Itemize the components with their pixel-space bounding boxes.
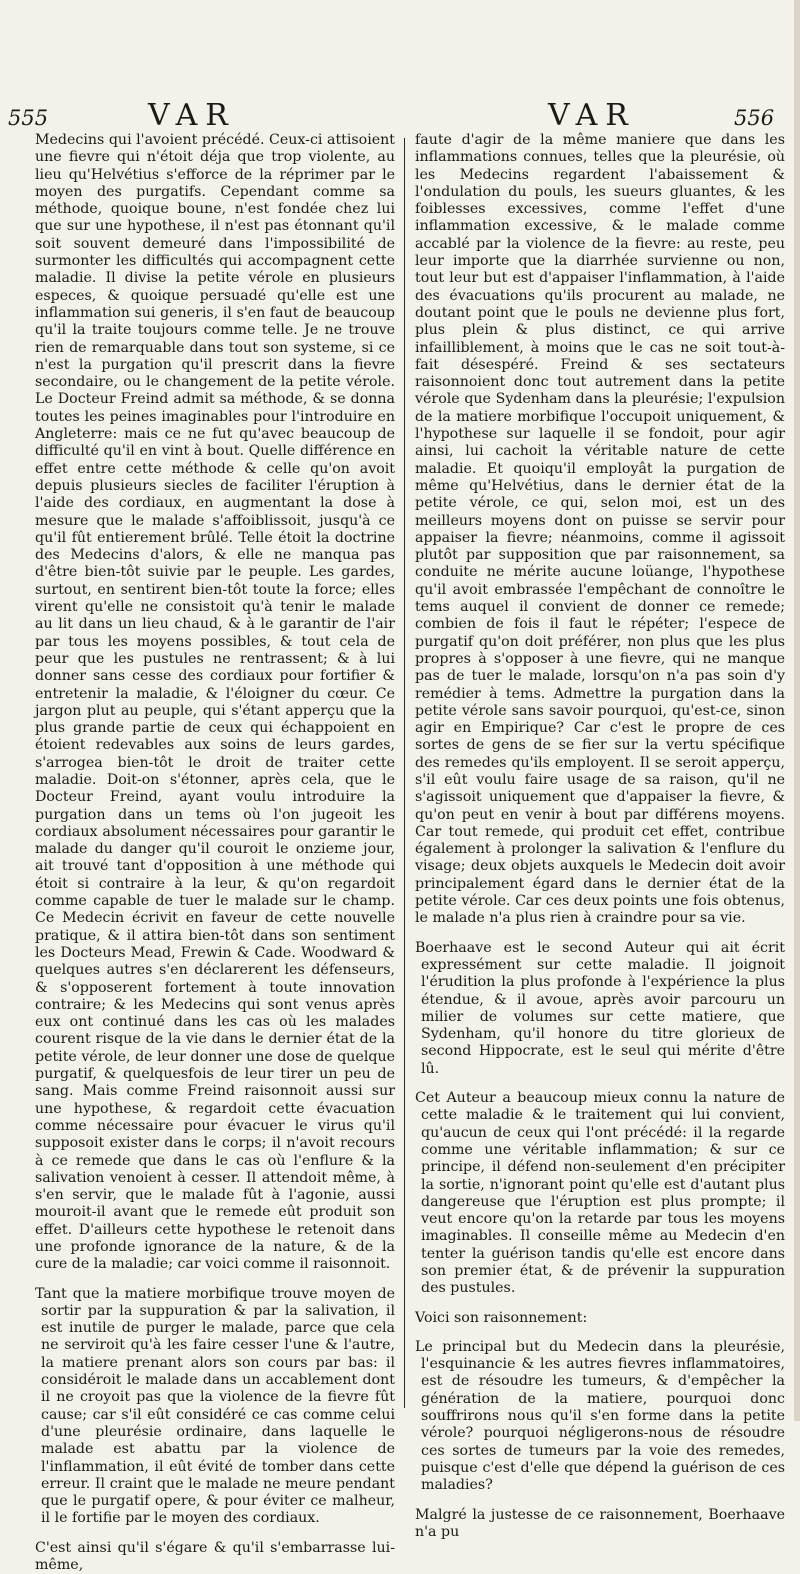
right-running-head: VAR: [548, 98, 636, 133]
left-running-head: VAR: [148, 98, 236, 133]
paragraph: Voici son raisonnement:: [415, 1309, 588, 1326]
paragraph: Malgré la justesse de ce raisonnement, Boerhaave n'a pu: [415, 1506, 785, 1540]
paragraph: Boerhaave est le second Auteur qui ait écrit expressément sur cette maladie. Il joignoit l'érudition la plus profonde à l'expérience la plus étendue, & il avoue, après avoir parcouru un milier de volumes sur cette matiere, que Sydenham, qu'il honore du titre glorieux de second Hippocrate, est le seul qui mérite d'être lû.: [415, 939, 785, 1077]
left-page-number: 555: [8, 106, 49, 130]
paragraph: Tant que la matiere morbifique trouve moyen de sortir par la suppuration & par la salivation, il est inutile de purger le malade, parce que cela ne serviroit qu'à les faire cesser l'une & l'autre, la matiere prenant alors son cours par bas: il considéroit le malade dans un accablement dont il ne croyoit pas que la violence de la fievre fût cause; car s'il eût considéré ce cas comme celui d'une pleurésie ordinaire, dans laquelle le malade est abattu par la violence de l'inflammation, il eût évité de tomber dans cette erreur. Il craint que le malade ne meure pendant que le purgatif opere, & pour éviter ce malheur, il le fortifie par le moyen des cordiaux.: [35, 1285, 395, 1527]
right-text-column: [415, 132, 785, 1541]
paragraph: faute d'agir de la même maniere que dans les inflammations connues, telles que la pleurésie, où les Medecins regardent l'abaissement & l'ondulation du pouls, les sueurs gluantes, & les foiblesses excessives, comme l'effet d'une inflammation excessive, & le malade comme accablé par la violence de la fievre: au reste, peu leur importe que la diarrhée survienne ou non, tout leur but est d'appaiser l'inflammation, à l'aide des évacuations qu'ils procurent au malade, ne doutant point que le pouls ne devienne plus fort, plus plein & plus distinct, ce qui arrive infailliblement, à moins que le cas ne soit tout-à-fait désespéré. Freind & ses sectateurs raisonnoient donc tout autrement dans la petite vérole que Sydenham dans la pleurésie; l'expulsion de la matiere morbifique l'occupoit uniquement, & l'hypothese sur laquelle il se fondoit, pour agir ainsi, lui cachoit la véritable nature de cette maladie. Et quoiqu'il employât la purgation de même qu'Helvétius, dans le dernier état de la petite vérole, ce qui, selon moi, est un des meilleurs moyens dont on puisse se servir pour appaiser la fievre; néanmoins, comme il agissoit plutôt par supposition que par raisonnement, sa conduite ne mérite aucune loüange, l'hypothese qu'il avoit embrassée l'empêchant de connoître le tems auquel il convient de donner ce remede; combien de fois il faut le répéter; l'espece de purgatif qu'on doit préférer, non plus que les plus propres à s'opposer à une fievre, qui ne manque pas de tuer le malade, lorsqu'on n'a pas soin d'y remédier à tems. Admettre la purgation dans la petite vérole sans savoir pourquoi, qu'est-ce, sinon agir en Empirique? Car c'est le propre de ces sortes de gens de se fier sur la vertu spécifique des remedes qu'ils employent. Il se seroit apperçu, s'il eût voulu faire usage de sa raison, qu'il ne s'agissoit uniquement que d'appaiser la fievre, & qu'on peut en venir à bout par différens moyens. Car tout remede, qui produit cet effet, contribue également à prolonger la salivation & l'enflure du visage; deux objets auxquels le Medecin doit avoir principalement égard dans le dernier état de la petite vérole. Car ces deux points une fois obtenus, le malade n'a plus rien à craindre pour sa vie.: [415, 132, 785, 927]
paragraph: Medecins qui l'avoient précédé. Ceux-ci attisoient une fievre qui n'étoit déja que trop violente, au lieu qu'Helvétius s'efforce de la réprimer par le moyen des purgatifs. Cependant comme sa méthode, quoique boune, n'est fondée chez lui que sur une hypothese, il n'est pas étonnant qu'il soit souvent demeuré dans l'impossibilité de surmonter les difficultés qui accompagnent cette maladie. Il divise la petite vérole en plusieurs especes, & quoique persuadé qu'elle est une inflammation sui generis, il s'en faut de beaucoup qu'il la traite toujours comme telle. Je ne trouve rien de remarquable dans tout son systeme, si ce n'est la purgation qu'il prescrit dans la fievre secondaire, ou le changement de la petite vérole. Le Docteur Freind admit sa méthode, & se donna toutes les peines imaginables pour l'introduire en Angleterre: mais ce ne fut qu'avec beaucoup de difficulté qu'il en vint à bout. Quelle différence en effet entre cette méthode & celle qu'on avoit depuis plusieurs siecles de faciliter l'éruption à l'aide des cordiaux, en augmentant la dose à mesure que le malade s'affoiblissoit, jusqu'à ce qu'il fût entierement brûlé. Telle étoit la doctrine des Medecins d'alors, & elle ne manqua pas d'être bien-tôt suivie par le peuple. Les gardes, surtout, en sentirent bien-tôt toute la force; elles virent qu'elle ne consistoit qu'à tenir le malade au lit dans un lieu chaud, & à le garantir de l'air par tous les moyens possibles, & tout cela de peur que les pustules ne rentrassent; & à lui donner sans cesse des cordiaux pour fortifier & entretenir la maladie, & l'éloigner du cœur. Ce jargon plut au peuple, qui s'étant apperçu que la plus grande partie de ceux qui échappoient en étoient redevables aux soins de leurs gardes, s'arrogea bien-tôt le droit de traiter cette maladie. Doit-on s'étonner, après cela, que le Docteur Freind, ayant voulu introduire la purgation dans un tems où l'on jugeoit les cordiaux absolument nécessaires pour garantir le malade du danger qu'il couroit le onzieme jour, ait trouvé tant d'opposition à une méthode qui étoit si contraire à la leur, & qu'on regardoit comme capable de tuer le malade sur le champ. Ce Medecin écrivit en faveur de cette nouvelle pratique, & il attira bien-tôt dans son sentiment les Docteurs Mead, Frewin & Cade. Woodward & quelques autres s'en déclarerent les défenseurs, & s'opposerent fortement à toute innovation contraire; & les Medecins qui sont venus après eux ont continué dans les cas où les malades courent risque de la vie dans le dernier état de la petite vérole, de leur donner une dose de quelque purgatif, & quelquesfois de leur tirer un peu de sang. Mais comme Freind raisonnoit aussi sur une hypothese, & regardoit cette évacuation comme nécessaire pour évacuer le virus qu'il supposoit exister dans le corps; il n'avoit recours à ce remede que dans le cas où l'enflure & la salivation venoient à cesser. Il attendoit même, à s'en servir, que le malade fût à l'agonie, aussi mouroit-il avant que le remede eût produit son effet. D'ailleurs cette hypothese le retenoit dans une profonde ignorance de la nature, & de la cure de la maladie; car voici comme il raisonnoit.: [35, 132, 395, 1273]
page-edge: [794, 0, 800, 1421]
left-text-column: [35, 132, 395, 1574]
page-header: [0, 98, 800, 132]
paragraph: Le principal but du Medecin dans la pleurésie, l'esquinancie & les autres fievres inflammatoires, est de résoudre les tumeurs, & d'empêcher la génération de la matiere, pourquoi donc souffrirons nous qu'il s'en forme dans la petite vérole? pourquoi négligerons-nous de résoudre ces sortes de tumeurs par la voie des remedes, puisque c'est d'elle que dépend la guérison de ces maladies?: [415, 1338, 785, 1494]
right-page-number: 556: [734, 106, 775, 130]
paragraph: Cet Auteur a beaucoup mieux connu la nature de cette maladie & le traitement qui lui convient, qu'aucun de ceux qui l'ont précédé: il la regarde comme une véritable inflammation; & sur ce principe, il défend non-seulement d'en précipiter la sortie, n'ignorant point qu'elle est d'autant plus dangereuse que l'éruption est plus prompte; il veut encore qu'on la retarde par tous les moyens imaginables. Il conseille même au Medecin d'en tenter la guérison tandis qu'elle est encore dans son premier état, & de prévenir la suppuration des pustules.: [415, 1090, 785, 1297]
column-divider: [404, 138, 405, 1408]
paragraph: C'est ainsi qu'il s'égare & qu'il s'embarrasse lui-même,: [35, 1539, 395, 1574]
